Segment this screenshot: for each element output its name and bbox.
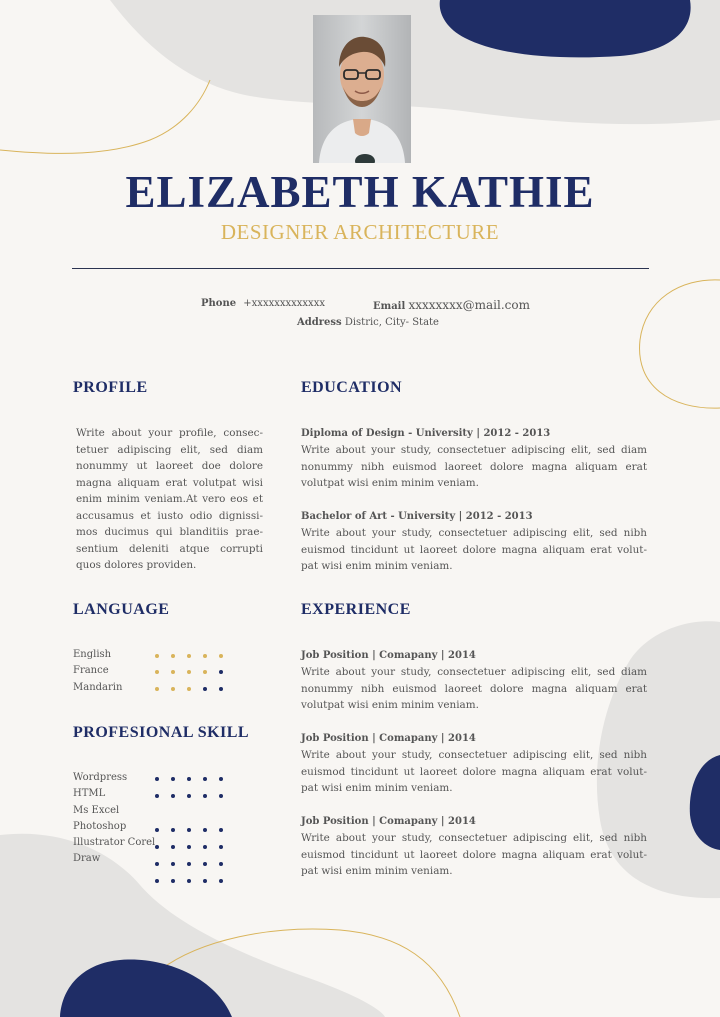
rating-dot [155,670,159,674]
rating-dot [155,845,159,849]
candidate-name: ELIZABETH KATHIE [125,167,595,217]
rating-dot [219,777,223,781]
rating-dot [155,879,159,883]
education-entry-text: Write about your study, consectetuer adipiscing elit, sed nibh euismod tincidunt ut laoreet dolore magna aliquam erat volut- pat wisi enim minim veniam. [301,527,647,572]
rating-dot [219,654,223,658]
experience-entry-text: Write about your study, consectetuer adipiscing elit, sed nibh euismod tincidunt ut laoreet dolore magna aliquam erat volut- pat wisi enim minim veniam. [301,832,647,877]
address-label: Address [297,317,342,328]
header-divider [72,268,649,269]
rating-dot [187,879,191,883]
skill-rating-dots [155,777,235,896]
language-list [73,647,122,696]
experience-entry-title: Job Position | Comapany | 2014 [301,733,476,744]
skill-item: Illustrator Corel [73,837,156,849]
skill-item: HTML [73,788,106,800]
rating-dot [171,845,175,849]
rating-dot [155,654,159,658]
experience-entry-title: Job Position | Comapany | 2014 [301,650,476,661]
rating-dot [171,879,175,883]
rating-dot [171,862,175,866]
profile-photo [313,15,411,163]
rating-dot [219,879,223,883]
rating-row [155,845,235,862]
rating-dot [171,794,175,798]
education-entry [301,509,647,575]
rating-dot [219,670,223,674]
rating-dot [203,879,207,883]
rating-dot [219,794,223,798]
rating-dot [203,777,207,781]
rating-dot [171,777,175,781]
language-rating-dots [155,654,235,703]
experience-heading: EXPERIENCE [301,601,411,618]
education-entry-title: Bachelor of Art - University | 2012 - 2013 [301,511,533,522]
rating-dot [203,670,207,674]
rating-dot [187,794,191,798]
skills-heading: PROFESIONAL SKILL [73,724,250,741]
rating-dot [203,845,207,849]
experience-entry [301,648,647,714]
rating-dot [203,862,207,866]
rating-row [155,687,235,703]
skills-list [73,770,155,868]
phone-value: +xxxxxxxxxxxxx [243,298,325,309]
email-label: Email [373,301,406,312]
rating-dot [155,777,159,781]
rating-row [155,670,235,686]
rating-dot [155,687,159,691]
address-field [297,317,439,328]
skill-item: Draw [73,853,101,865]
rating-dot [203,828,207,832]
phone-field [201,298,325,309]
rating-row [155,794,235,811]
rating-dot [155,862,159,866]
email-value: xxxxxxxx@mail.com [408,298,530,312]
rating-dot [187,687,191,691]
experience-entry-title: Job Position | Comapany | 2014 [301,816,476,827]
rating-dot [203,687,207,691]
rating-dot [187,654,191,658]
rating-row [155,879,235,896]
rating-dot [187,845,191,849]
rating-dot [187,777,191,781]
language-item: English [73,649,112,660]
rating-dot [171,654,175,658]
language-heading: LANGUAGE [73,601,170,618]
experience-entry-text: Write about your study, consectetuer adipiscing elit, sed diam nonummy nibh euismod laoreet dolore magna aliquam erat volutpat wisi enim minim veniam. [301,666,647,711]
language-item: France [73,665,109,677]
experience-entry [301,731,647,797]
rating-dot [171,670,175,674]
rating-dot [155,794,159,798]
education-heading: EDUCATION [301,379,403,396]
rating-dot [171,828,175,832]
rating-dot [187,828,191,832]
rating-dot [219,845,223,849]
rating-dot [203,794,207,798]
email-field [373,298,530,312]
rating-row [155,777,235,794]
profile-text: Write about your profile, consec- tetuer adipiscing elit, sed diam nonummy ut laoreet doe dolore magna aliquam erat volutpat wisi enim minim veniam.At vero eos et accusamus et iusto odio dignissi- mos ducimus qui blanditiis prae- sentium deleniti atque corrupti quos dolores providen. [76,427,263,571]
rating-dot [187,862,191,866]
skill-item: Wordpress [73,772,128,783]
address-value: Distric, City- State [344,317,439,328]
language-item: Mandarin [73,681,123,693]
experience-entry-text: Write about your study, consectetuer adipiscing elit, sed nibh euismod tincidunt ut laoreet dolore magna aliquam erat volut- pat wisi enim minim veniam. [301,749,647,794]
rating-dot [219,687,223,691]
rating-dot [187,670,191,674]
rating-row [155,828,235,845]
rating-dot [171,687,175,691]
rating-dot [219,828,223,832]
rating-dot [203,654,207,658]
skill-item: Photoshop [73,820,127,832]
rating-row [155,862,235,879]
rating-row [155,654,235,670]
phone-label: Phone [201,298,237,309]
job-title: DESIGNER ARCHITECTURE [220,220,500,244]
education-entry-text: Write about your study, consectetuer adipiscing elit, sed diam nonummy nibh euismod laoreet dolore magna aliquam erat volutpat wisi enim minim veniam. [301,444,647,489]
education-entry-title: Diploma of Design - University | 2012 - 2013 [301,428,551,439]
profile-heading: PROFILE [73,379,148,396]
rating-dot [155,828,159,832]
education-entry [301,426,647,492]
rating-dot [219,862,223,866]
experience-entry [301,814,647,880]
skill-item: Ms Excel [73,804,120,816]
